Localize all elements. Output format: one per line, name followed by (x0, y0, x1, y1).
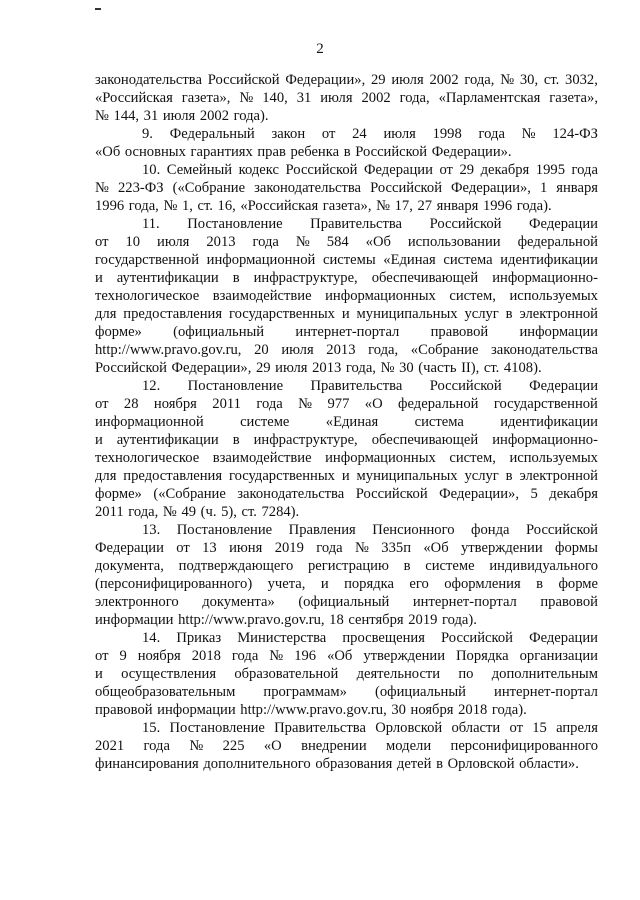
text-line: форме» (официальный интернет-портал правовой информации (95, 324, 598, 340)
text-line: Федерации от 13 июня 2019 года № 335п «Об утверждении формы (95, 540, 598, 556)
text-line: технологическое взаимодействие информационных систем, используемых (95, 288, 598, 304)
text-line: правовой информации http://www.pravo.gov.ru, 30 ноября 2018 года). (95, 702, 527, 718)
text-line: Российской Федерации», 29 июля 2013 года, № 30 (часть II), ст. 4108). (95, 360, 542, 376)
text-line: 12. Постановление Правительства Российской Федерации (142, 378, 598, 394)
text-line: 13. Постановление Правления Пенсионного фонда Российской (142, 522, 598, 538)
text-line: 2021 года № 225 «О внедрении модели персонифицированного (95, 738, 598, 754)
paragraph (95, 377, 598, 521)
text-line: для предоставления государственных и муниципальных услуг в электронной (95, 468, 598, 484)
text-line: 14. Приказ Министерства просвещения Российской Федерации (142, 630, 598, 646)
text-line: от 28 ноября 2011 года № 977 «О федеральной государственной (95, 396, 598, 412)
text-line: и аутентификации в инфраструктуре, обеспечивающей информационно- (95, 432, 598, 448)
text-line: № 223-ФЗ («Собрание законодательства Российской Федерации», 1 января (95, 180, 598, 196)
text-line: 10. Семейный кодекс Российской Федерации от 29 декабря 1995 года (142, 162, 598, 178)
text-line: «Об основных гарантиях прав ребенка в Российской Федерации». (95, 144, 512, 160)
paragraph (95, 719, 598, 773)
text-line: финансирования дополнительного образования детей в Орловской области». (95, 756, 579, 772)
text-line: общеобразовательным программам» (официальный интернет-портал (95, 684, 598, 700)
text-line: государственной информационной системы «Единая система идентификации (95, 252, 598, 268)
text-line: электронного документа» (официальный интернет-портал правовой (95, 594, 598, 610)
text-line: информационной системе «Единая система идентификации (95, 414, 598, 430)
text-line: от 10 июля 2013 года № 584 «Об использовании федеральной (95, 234, 598, 250)
paragraph (95, 161, 598, 215)
text-line: для предоставления государственных и муниципальных услуг в электронной (95, 306, 598, 322)
paragraph (95, 71, 598, 125)
paragraph (95, 629, 598, 719)
text-line: № 144, 31 июля 2002 года). (95, 108, 269, 124)
text-line: и осуществления образовательной деятельности по дополнительным (95, 666, 598, 682)
text-line: от 9 ноября 2018 года № 196 «Об утверждении Порядка организации (95, 648, 598, 664)
text-line: форме» («Собрание законодательства Российской Федерации», 5 декабря (95, 486, 598, 502)
scan-artifact (95, 8, 101, 10)
text-line: и аутентификации в инфраструктуре, обеспечивающей информационно- (95, 270, 598, 286)
paragraph (95, 215, 598, 377)
text-line: «Российская газета», № 140, 31 июля 2002 года, «Парламентская газета», (95, 90, 598, 106)
text-line: http://www.pravo.gov.ru, 20 июля 2013 года, «Собрание законодательства (95, 342, 598, 358)
text-line: 15. Постановление Правительства Орловской области от 15 апреля (142, 720, 598, 736)
text-line: 11. Постановление Правительства Российской Федерации (142, 216, 598, 232)
text-line: (персонифицированного) учета, и порядка его оформления в форме (95, 576, 598, 592)
text-line: информации http://www.pravo.gov.ru, 18 сентября 2019 года). (95, 612, 477, 628)
text-line: законодательства Российской Федерации», 29 июля 2002 года, № 30, ст. 3032, (95, 72, 598, 88)
document-body (95, 71, 598, 773)
page-number: 2 (316, 41, 324, 57)
text-line: 1996 года, № 1, ст. 16, «Российская газета», № 17, 27 января 1996 года). (95, 198, 552, 214)
text-line: 9. Федеральный закон от 24 июля 1998 года № 124-ФЗ (142, 126, 598, 142)
paragraph (95, 521, 598, 629)
text-line: документа, подтверждающего регистрацию в системе индивидуального (95, 558, 598, 574)
text-line: 2011 года, № 49 (ч. 5), ст. 7284). (95, 504, 300, 520)
paragraph (95, 125, 598, 161)
text-line: технологическое взаимодействие информационных систем, используемых (95, 450, 598, 466)
